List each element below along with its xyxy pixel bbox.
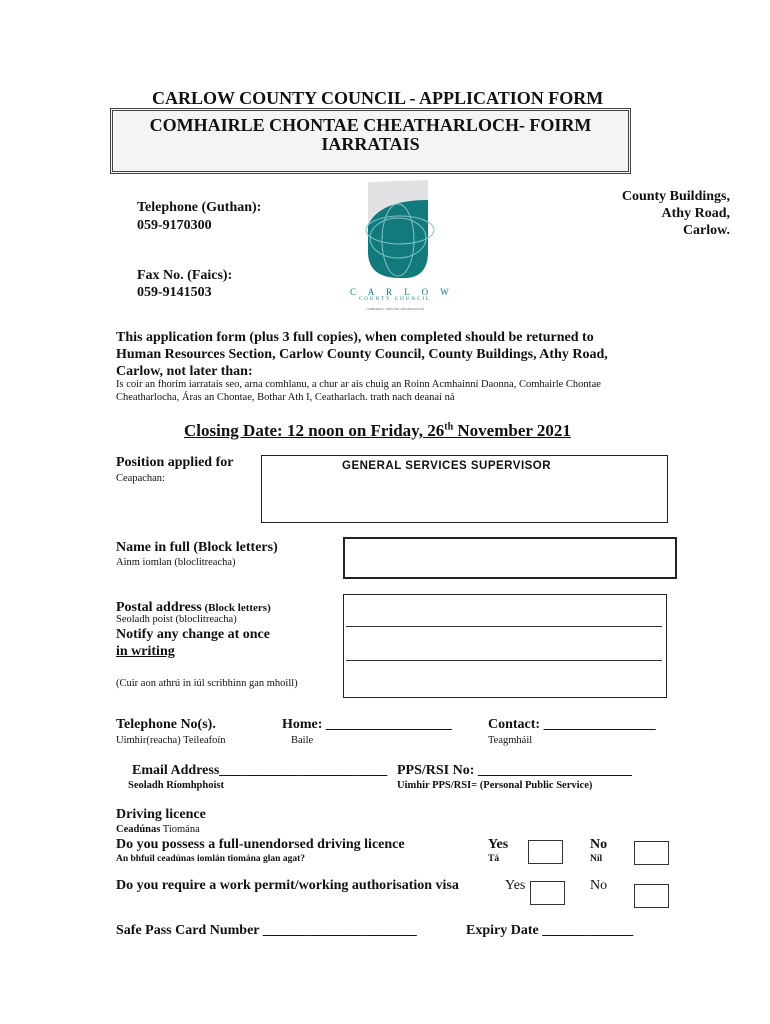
irish-title-line-1: COMHAIRLE CHONTAE CHEATHARLOCH- FOIRM (149, 115, 592, 135)
address-field[interactable] (343, 594, 667, 698)
intro-paragraph (116, 329, 608, 380)
address-line: County Buildings, (621, 189, 730, 204)
notify-writing: in writing (116, 644, 175, 659)
name-irish: Ainm iomlan (bloclitreacha) (116, 557, 236, 568)
notify-text: Notify any change at once (116, 627, 270, 642)
council-address (622, 188, 730, 239)
logo-subtitle: COUNTY COUNCIL (358, 297, 432, 302)
fax-label: Fax No. (Faics): (137, 268, 233, 283)
driving-irish-bold: Ceadúnas (116, 824, 161, 835)
address-label-text: Postal address (116, 600, 202, 615)
position-value: GENERAL SERVICES SUPERVISOR (342, 460, 552, 472)
carlow-logo-icon (350, 180, 440, 280)
notify-irish: (Cuir aon athrú in iúl scribhinn gan mhoill) (116, 678, 298, 689)
closing-date (184, 421, 571, 441)
logo-name: C A R L O W (350, 287, 454, 297)
intro-line: This application form (plus 3 full copies), when completed should be returned to (116, 330, 594, 345)
driving-licence-heading: Driving licence (116, 807, 206, 822)
contact-phone-irish: Teagmháil (488, 735, 533, 746)
telephone-label: Telephone (Guthan): (137, 200, 262, 215)
driving-irish-text: Tiomána (160, 824, 200, 835)
telephone-number: 059-9170300 (137, 218, 212, 233)
address-label-note: (Block letters) (201, 602, 271, 614)
telephone-nos-irish: Uimhir(reacha) Teileafoín (116, 735, 226, 746)
email-field[interactable]: Email Address________________________ (132, 763, 388, 778)
address-line-divider (346, 660, 662, 661)
licence-question-irish: An bhfuil ceadúnas iomlán tiomána glan agat? (116, 854, 305, 864)
home-phone-field[interactable]: Home: __________________ (282, 717, 452, 732)
telephone-nos-label: Telephone No(s). (116, 717, 216, 732)
name-label: Name in full (Block letters) (116, 540, 278, 555)
position-irish: Ceapachan: (116, 473, 165, 484)
carlow-logo (350, 180, 454, 315)
intro-irish-line: Is coir an fhorim iarratais seo, arna comhlanu, a chur ar ais chuig an Roinn Acmhainní Daonna, Comhairle Chontae (116, 379, 601, 390)
irish-title-box (110, 108, 631, 174)
intro-irish-line: Cheatharlocha, Áras an Chontae, Bothar Ath I, Ceatharlach. trath nach deanaí ná (116, 391, 455, 403)
expiry-date-field[interactable]: Expiry Date _____________ (466, 923, 634, 938)
visa-question: Do you require a work permit/working authorisation visa (116, 878, 459, 893)
address-irish: Seoladh poist (bloclitreacha) (116, 614, 237, 625)
visa-no-label: No (590, 878, 608, 893)
licence-yes-irish: Tá (488, 854, 500, 864)
intro-line: Carlow, not later than: (116, 364, 253, 379)
email-irish: Seoladh Ríomhphoist (128, 780, 224, 791)
intro-line: Human Resources Section, Carlow County Council, County Buildings, Athy Road, (116, 347, 608, 362)
name-field[interactable] (343, 537, 677, 579)
home-phone-irish: Baile (291, 735, 314, 746)
contact-phone-field[interactable]: Contact: ________________ (488, 717, 656, 732)
address-line-divider (346, 626, 662, 627)
driving-licence-irish (116, 824, 200, 835)
licence-question: Do you possess a full-unendorsed driving licence (116, 837, 405, 852)
position-field[interactable] (261, 455, 668, 523)
closing-date-suffix: th (444, 421, 454, 433)
visa-no-checkbox[interactable] (634, 884, 669, 908)
fax-number: 059-9141503 (137, 285, 212, 300)
pps-field[interactable]: PPS/RSI No: ______________________ (397, 763, 632, 778)
address-line: Athy Road, (661, 206, 730, 221)
logo-tiny-text: COMHAIRLE CHONTAE CHEATHARLOCH (366, 307, 424, 311)
closing-date-text: Closing Date: 12 noon on Friday, 26 (184, 421, 445, 440)
visa-yes-checkbox[interactable] (530, 881, 565, 905)
pps-irish: Uimhir PPS/RSI= (Personal Public Service) (397, 780, 593, 791)
licence-yes-checkbox[interactable] (528, 840, 563, 864)
address-line: Carlow. (682, 223, 730, 238)
licence-no-irish: Níl (590, 854, 603, 864)
licence-no-label: No (590, 837, 608, 852)
closing-date-month: November 2021 (453, 421, 571, 440)
visa-yes-label: Yes (505, 878, 526, 893)
licence-no-checkbox[interactable] (634, 841, 669, 865)
form-title: CARLOW COUNTY COUNCIL - APPLICATION FORM (152, 88, 604, 108)
intro-irish (116, 379, 601, 404)
safe-pass-field[interactable]: Safe Pass Card Number ______________________ (116, 923, 417, 938)
irish-title-line-2: IARRATAIS (321, 134, 420, 154)
licence-yes-label: Yes (488, 837, 509, 852)
position-label: Position applied for (116, 455, 234, 470)
